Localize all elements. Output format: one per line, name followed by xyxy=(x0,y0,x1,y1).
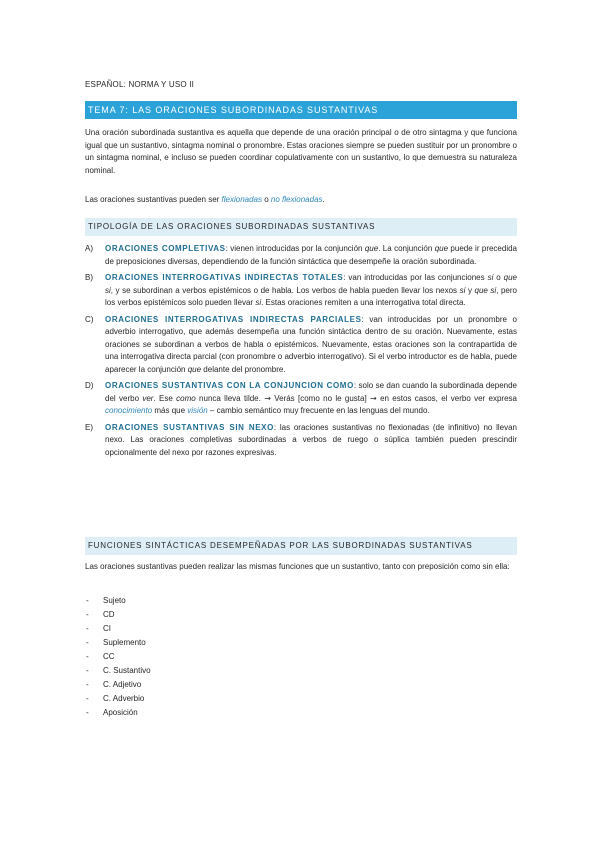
function-label: C. Adverbio xyxy=(103,694,145,703)
item-emphasis: si xyxy=(459,285,466,295)
flexion-mid: o xyxy=(262,195,271,204)
item-text: : van introducidas por un pronombre o adverbio interrogativo, que además desempeña una función sintáctica dentro de su oración. Nuevamente, estas oraciones se subordinan a verbos de habla o epistémicos. Nuevamente, estas oraciones son la contrapartida de una interrogativa directa parcial (con pronombre o adverbio interrogativo). Si el verbo introductor es de habla, puede aparecer la conjunción xyxy=(105,314,517,374)
item-emphasis: que xyxy=(187,364,202,374)
item-emphasis: como xyxy=(176,393,196,403)
item-highlight: visión xyxy=(187,406,208,415)
item-text: y xyxy=(465,285,475,295)
arrow-right-icon: → xyxy=(264,393,271,403)
item-text: en estos casos, el verbo ver expresa xyxy=(376,393,517,403)
bullet-dash: - xyxy=(86,624,89,633)
list-item xyxy=(85,608,385,622)
flexion-paragraph xyxy=(85,194,517,207)
intro-paragraph: Una oración subordinada sustantiva es aquella que depende de una oración principal o de otro sintagma y que funciona igual que un sustantivo, sintagma nominal o pronombre. Estas oraciones siempre se pueden sustituir por un pronombre o un sintagma nominal, e incluso se pueden coordinar copulativamente con un sustantivo, lo que demuestra su naturaleza nominal. xyxy=(85,128,517,175)
list-item xyxy=(85,706,385,720)
bullet-dash: - xyxy=(86,694,89,703)
item-text: . Estas oraciones remiten a una interrogativa total directa. xyxy=(261,298,466,307)
item-emphasis: que xyxy=(364,244,379,253)
typology-item-c xyxy=(85,314,517,377)
item-letter: B) xyxy=(85,273,93,282)
bullet-dash: - xyxy=(86,708,89,717)
item-text: . Ese xyxy=(153,393,177,403)
function-label: CD xyxy=(103,610,115,619)
list-item xyxy=(85,692,385,706)
item-highlight: conocimiento xyxy=(105,406,153,415)
item-emphasis: que si xyxy=(474,285,497,295)
item-emphasis: ver xyxy=(142,393,154,403)
item-text: : las oraciones sustantivas no flexionadas (de infinitivo) no llevan nexo. Las oraciones completivas subordinadas a verbos de ruego o súplica también pueden prescindir opcionalmente del nexo por razones expresivas. xyxy=(105,422,517,457)
typology-list xyxy=(85,243,517,463)
item-text: . La conjunción xyxy=(378,244,435,253)
item-keyword: ORACIONES SUSTANTIVAS CON LA CONJUNCION COMO xyxy=(105,381,354,390)
item-letter: D) xyxy=(85,381,94,390)
item-emphasis: si xyxy=(487,273,494,282)
function-label: C. Sustantivo xyxy=(103,666,151,675)
item-text: : solo se dan cuando la subordinada depende del verbo xyxy=(105,381,517,403)
list-item xyxy=(85,664,385,678)
section-functions-heading: FUNCIONES SINTÁCTICAS DESEMPEÑADAS POR LAS SUBORDINADAS SUSTANTIVAS xyxy=(85,537,517,555)
item-text: , y se subordinan a verbos epistémicos o de habla. Los verbos de habla pueden llevar los nexos xyxy=(110,285,460,295)
item-text: : van introducidas por las conjunciones xyxy=(343,273,488,282)
typology-item-a xyxy=(85,243,517,268)
item-text: puede ir precedida de preposiciones diversas, dependiendo de la función sintáctica que desempeñe la oración subordinada. xyxy=(105,244,518,266)
item-text: , pero los verbos epistémicos solo pueden llevar xyxy=(105,285,517,307)
typology-item-e xyxy=(85,422,517,460)
bullet-dash: - xyxy=(86,680,89,689)
functions-list xyxy=(85,594,385,720)
arrow-right-icon: → xyxy=(370,393,377,403)
bullet-dash: - xyxy=(86,610,89,619)
item-emphasis: si xyxy=(255,298,262,307)
function-label: CI xyxy=(103,624,111,633)
list-item xyxy=(85,594,385,608)
typology-item-b xyxy=(85,272,517,310)
flexion-pre: Las oraciones sustantivas pueden ser xyxy=(85,195,222,204)
list-item xyxy=(85,650,385,664)
function-label: Sujeto xyxy=(103,596,126,605)
bullet-dash: - xyxy=(86,638,89,647)
item-keyword: ORACIONES COMPLETIVAS xyxy=(105,244,226,253)
item-letter: E) xyxy=(85,422,93,432)
item-text: o xyxy=(493,273,504,282)
flexion-post: . xyxy=(322,195,325,204)
function-label: C. Adjetivo xyxy=(103,680,142,689)
bullet-dash: - xyxy=(86,596,89,605)
topic-title: TEMA 7: LAS ORACIONES SUBORDINADAS SUSTANTIVAS xyxy=(85,101,517,119)
item-keyword: ORACIONES SUSTANTIVAS SIN NEXO xyxy=(105,422,274,432)
bullet-dash: - xyxy=(86,666,89,675)
bullet-dash: - xyxy=(86,652,89,661)
item-text: nunca lleva tilde. xyxy=(195,393,265,403)
functions-intro: Las oraciones sustantivas pueden realizar las mismas funciones que un sustantivo, tanto con preposición como sin ella: xyxy=(85,562,510,571)
item-text: más que xyxy=(152,406,188,415)
item-letter: A) xyxy=(85,244,93,253)
course-header: ESPAÑOL: NORMA Y USO II xyxy=(85,80,195,89)
item-letter: C) xyxy=(85,314,94,324)
function-label: Suplemento xyxy=(103,638,146,647)
item-text: – cambio semántico muy frecuente en las lenguas del mundo. xyxy=(207,406,430,415)
item-text: delante del pronombre. xyxy=(201,364,286,374)
item-keyword: ORACIONES INTERROGATIVAS INDIRECTAS PARCIALES xyxy=(105,314,362,324)
item-keyword: ORACIONES INTERROGATIVAS INDIRECTAS TOTALES xyxy=(105,273,344,282)
no-flexionadas-term: no flexionadas xyxy=(270,195,323,204)
item-emphasis: que si xyxy=(105,273,517,295)
list-item xyxy=(85,636,385,650)
section-typology-heading: TIPOLOGÍA DE LAS ORACIONES SUBORDINADAS SUSTANTIVAS xyxy=(85,218,517,236)
flexionadas-term: flexionadas xyxy=(221,195,263,204)
item-text: : vienen introducidas por la conjunción xyxy=(225,244,365,253)
list-item xyxy=(85,678,385,692)
item-text: Verás [como no le gusta] xyxy=(270,393,371,403)
typology-item-d xyxy=(85,380,517,418)
list-item xyxy=(85,622,385,636)
item-emphasis: que xyxy=(434,244,449,253)
function-label: CC xyxy=(103,652,115,661)
function-label: Aposición xyxy=(103,708,138,717)
